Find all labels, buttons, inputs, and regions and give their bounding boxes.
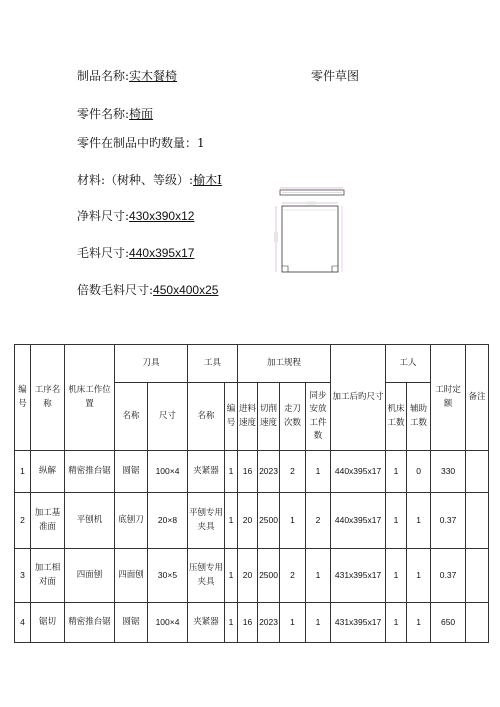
cell-sync: 1 <box>306 603 331 643</box>
cell-cut: 2500 <box>258 549 280 603</box>
cell-process: 纵解 <box>31 451 65 493</box>
cell-cutter-name: 底刨刀 <box>115 493 148 549</box>
cell-cutter-name: 圆锯 <box>115 451 148 493</box>
table-row <box>15 493 489 549</box>
cell-feed: 16 <box>238 603 258 643</box>
cell-time: 330 <box>431 451 466 493</box>
cell-fixture-name: 压刨专用夹具 <box>188 549 225 603</box>
sub-sync-count: 同步安放工件数 <box>306 383 331 451</box>
cell-process: 加工相对面 <box>31 549 65 603</box>
cell-time: 0.37 <box>431 493 466 549</box>
cell-machine: 平刨机 <box>65 493 115 549</box>
cell-machine-workers: 1 <box>386 493 407 549</box>
group-worker: 工人 <box>386 345 431 383</box>
part-name-line <box>77 105 179 122</box>
cell-fixture-name: 平刨专用夹具 <box>188 493 225 549</box>
cell-number: 3 <box>15 549 31 603</box>
cell-note <box>466 549 489 603</box>
part-sketch <box>268 186 348 278</box>
cell-size-after: 440x395x17 <box>331 493 386 549</box>
cell-number: 4 <box>15 603 31 643</box>
cell-process: 锯切 <box>31 603 65 643</box>
cell-aux-workers: 1 <box>407 549 431 603</box>
col-time-quota: 工时定额 <box>431 345 466 451</box>
cell-sync: 1 <box>306 451 331 493</box>
table-header-row-1 <box>15 345 489 383</box>
cell-time: 650 <box>431 603 466 643</box>
material-value: 榆木Ⅰ <box>193 173 222 187</box>
net-size-value: 430x390x12 <box>129 209 195 223</box>
cell-pass: 1 <box>280 603 306 643</box>
part-name-label: 零件名称: <box>77 107 130 121</box>
cell-note <box>466 603 489 643</box>
rough-size-label: 毛料尺寸: <box>77 246 130 260</box>
col-size-after: 加工后旳尺寸 <box>331 345 386 451</box>
cell-fixture-number: 1 <box>225 549 238 603</box>
cell-cut: 2023 <box>258 603 280 643</box>
cell-machine-workers: 1 <box>386 603 407 643</box>
sub-fixture-name: 名称 <box>188 383 225 451</box>
cell-feed: 20 <box>238 549 258 603</box>
cell-cutter-name: 四面刨 <box>115 549 148 603</box>
process-table <box>14 344 489 643</box>
cell-cut: 2500 <box>258 493 280 549</box>
cell-machine: 精密推台锯 <box>65 603 115 643</box>
col-number: 编号 <box>15 345 31 451</box>
cell-fixture-number: 1 <box>225 603 238 643</box>
cell-process: 加工基准面 <box>31 493 65 549</box>
rough-size-line <box>77 244 194 261</box>
sub-pass-count: 走刀次数 <box>280 383 306 451</box>
group-cutter: 刀具 <box>115 345 188 383</box>
cell-aux-workers: 1 <box>407 493 431 549</box>
cell-cutter-size: 30×5 <box>148 549 188 603</box>
cell-aux-workers: 0 <box>407 451 431 493</box>
rough-size-value: 440x395x17 <box>129 246 195 260</box>
sub-fixture-number: 编号 <box>225 383 238 451</box>
cell-note <box>466 493 489 549</box>
cell-fixture-number: 1 <box>225 451 238 493</box>
sketch-title: 零件草图 <box>311 69 360 83</box>
cell-feed: 20 <box>238 493 258 549</box>
cell-number: 1 <box>15 451 31 493</box>
group-fixture: 工具 <box>188 345 238 383</box>
cell-fixture-name: 夹紧器 <box>188 451 225 493</box>
multiple-size-value: 450x400x25 <box>153 283 219 297</box>
cell-fixture-number: 1 <box>225 493 238 549</box>
cell-pass: 1 <box>280 493 306 549</box>
col-machine-position: 机床工作位置 <box>65 345 115 451</box>
sub-cutter-size: 尺寸 <box>148 383 188 451</box>
sub-machine-workers: 机床工数 <box>386 383 407 451</box>
multiple-size-line <box>77 281 218 298</box>
cell-size-after: 431x395x17 <box>331 603 386 643</box>
col-process-name: 工序名称 <box>31 345 65 451</box>
cell-cut: 2023 <box>258 451 280 493</box>
cell-cutter-name: 圆锯 <box>115 603 148 643</box>
product-name-line <box>77 67 177 84</box>
part-name-value: 椅面 <box>129 107 154 121</box>
cell-feed: 16 <box>238 451 258 493</box>
multiple-size-label: 倍数毛料尺寸: <box>77 283 154 297</box>
cell-machine: 四面刨 <box>65 549 115 603</box>
table-row <box>15 603 489 643</box>
cell-size-after: 440x395x17 <box>331 451 386 493</box>
sub-cutter-name: 名称 <box>115 383 148 451</box>
table-row <box>15 451 489 493</box>
col-note: 备注 <box>466 345 489 451</box>
cell-number: 2 <box>15 493 31 549</box>
cell-machine: 精密推台锯 <box>65 451 115 493</box>
cell-cutter-size: 100×4 <box>148 603 188 643</box>
cell-time: 0.37 <box>431 549 466 603</box>
material-label: 材料:（树种、等级）: <box>77 173 194 187</box>
cell-sync: 2 <box>306 493 331 549</box>
material-line <box>77 171 222 188</box>
cell-sync: 1 <box>306 549 331 603</box>
product-name-value: 实木餐椅 <box>129 69 178 83</box>
cell-pass: 2 <box>280 451 306 493</box>
cell-cutter-size: 100×4 <box>148 451 188 493</box>
cell-fixture-name: 夹紧器 <box>188 603 225 643</box>
cell-cutter-size: 20×8 <box>148 493 188 549</box>
cell-machine-workers: 1 <box>386 451 407 493</box>
cell-machine-workers: 1 <box>386 549 407 603</box>
table-row <box>15 549 489 603</box>
sub-cutting-speed: 切削速度 <box>258 383 280 451</box>
sub-feed-speed: 进料速度 <box>238 383 258 451</box>
cell-size-after: 431x395x17 <box>331 549 386 603</box>
part-quantity: 零件在制品中旳数量：1 <box>77 136 205 150</box>
product-name-label: 制品名称: <box>77 69 130 83</box>
cell-aux-workers: 1 <box>407 603 431 643</box>
cell-note <box>466 451 489 493</box>
cell-pass: 2 <box>280 549 306 603</box>
net-size-label: 净料尺寸: <box>77 209 130 223</box>
group-process-spec: 加工规程 <box>238 345 331 383</box>
sub-aux-workers: 辅助工数 <box>407 383 431 451</box>
net-size-line <box>77 207 194 224</box>
